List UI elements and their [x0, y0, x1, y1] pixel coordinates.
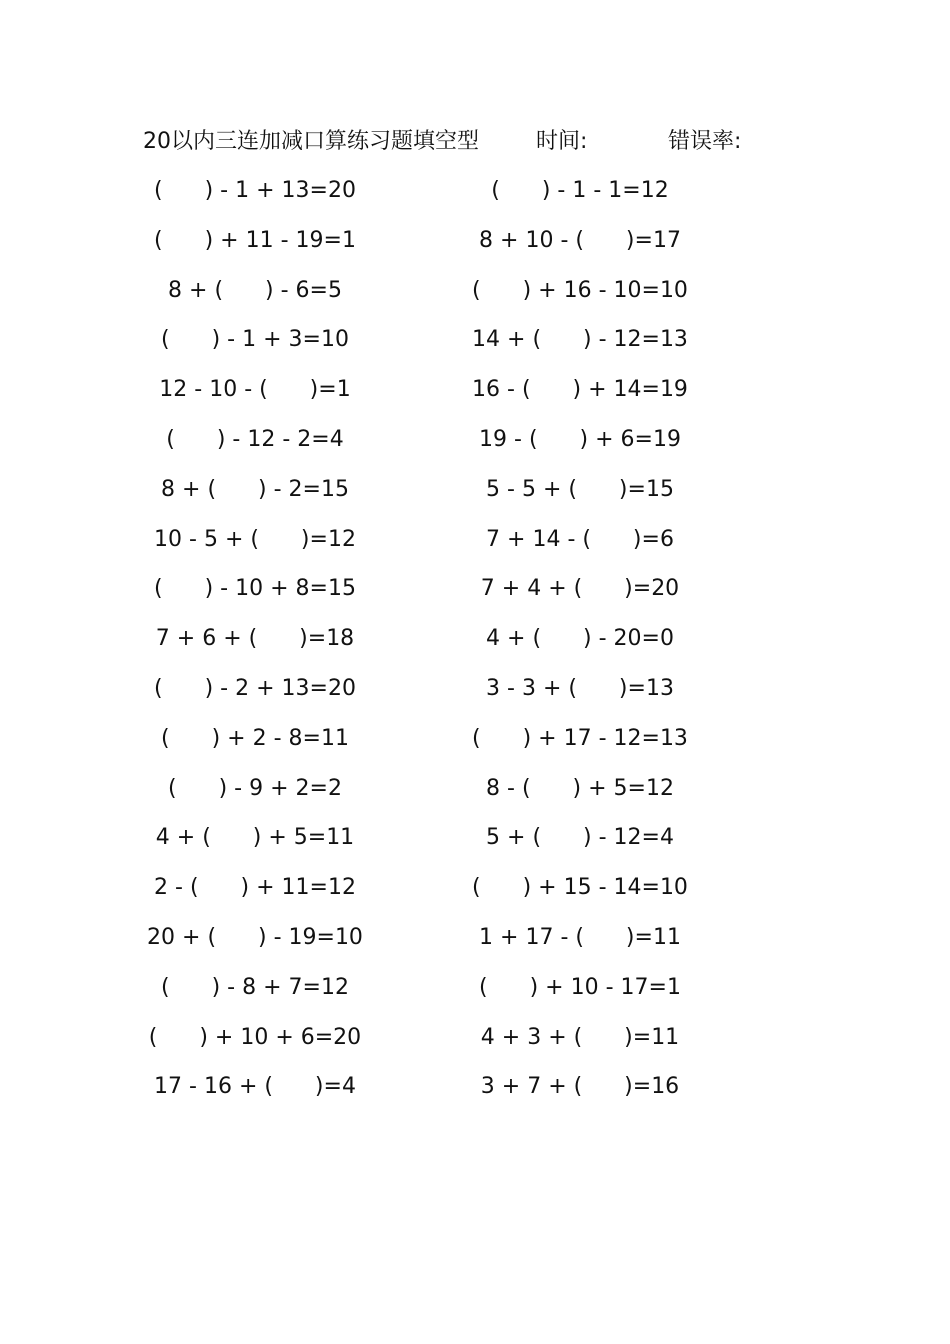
problem-row — [140, 963, 700, 1013]
problem-row — [140, 614, 700, 664]
problem-row — [140, 465, 700, 515]
problem-row — [140, 714, 700, 764]
problem-left: 17 - 16 + ( )=4 — [154, 1074, 356, 1100]
worksheet-header — [143, 124, 783, 160]
problem-left: ( ) - 10 + 8=15 — [154, 576, 356, 602]
problem-right: 7 + 4 + ( )=20 — [480, 576, 680, 602]
problem-row — [140, 315, 700, 365]
problem-right: 7 + 14 - ( )=6 — [486, 526, 674, 552]
problem-row — [140, 863, 700, 913]
problem-right: ( ) + 17 - 12=13 — [472, 725, 688, 751]
problem-left: 8 + ( ) - 6=5 — [168, 277, 342, 303]
problem-left: ( ) - 8 + 7=12 — [161, 974, 349, 1000]
problem-left: ( ) - 2 + 13=20 — [154, 675, 356, 701]
problem-right: ( ) + 10 - 17=1 — [479, 974, 681, 1000]
problem-row — [140, 1062, 700, 1112]
problem-row — [140, 216, 700, 266]
problem-left: 20 + ( ) - 19=10 — [147, 924, 363, 950]
problem-row — [140, 515, 700, 565]
problem-right: 3 - 3 + ( )=13 — [486, 675, 674, 701]
problem-grid — [140, 166, 700, 1112]
problem-row — [140, 913, 700, 963]
problem-left: ( ) - 12 - 2=4 — [166, 426, 344, 452]
problem-left: 12 - 10 - ( )=1 — [159, 377, 351, 403]
problem-left: 4 + ( ) + 5=11 — [155, 825, 355, 851]
problem-row — [140, 564, 700, 614]
problem-row — [140, 415, 700, 465]
problem-right: 16 - ( ) + 14=19 — [472, 377, 688, 403]
problem-row — [140, 664, 700, 714]
problem-right: 5 - 5 + ( )=15 — [486, 476, 674, 502]
problem-right: 3 + 7 + ( )=16 — [480, 1074, 680, 1100]
problem-left: ( ) - 1 + 13=20 — [154, 178, 356, 203]
time-label: 时间: — [536, 129, 588, 154]
problem-row — [140, 365, 700, 415]
problem-left: ( ) + 2 - 8=11 — [161, 725, 349, 751]
problem-right: 19 - ( ) + 6=19 — [479, 426, 681, 452]
problem-right: ( ) - 1 - 1=12 — [491, 178, 669, 203]
problem-right: 4 + 3 + ( )=11 — [480, 1024, 680, 1050]
problem-row — [140, 813, 700, 863]
problem-right: 8 + 10 - ( )=17 — [479, 227, 681, 253]
problem-row — [140, 166, 700, 216]
problem-right: 8 - ( ) + 5=12 — [486, 775, 674, 801]
problem-right: ( ) + 16 - 10=10 — [472, 277, 688, 303]
problem-right: ( ) + 15 - 14=10 — [472, 875, 688, 901]
problem-left: ( ) - 1 + 3=10 — [161, 327, 349, 353]
problem-right: 5 + ( ) - 12=4 — [486, 825, 674, 851]
problem-left: ( ) - 9 + 2=2 — [168, 775, 342, 801]
problem-left: 8 + ( ) - 2=15 — [161, 476, 349, 502]
problem-row — [140, 1013, 700, 1063]
problem-left: 7 + 6 + ( )=18 — [155, 626, 355, 652]
problem-right: 14 + ( ) - 12=13 — [472, 327, 688, 353]
problem-row — [140, 764, 700, 814]
problem-left: ( ) + 11 - 19=1 — [154, 227, 356, 253]
error-rate-label: 错误率: — [668, 129, 742, 154]
problem-row — [140, 266, 700, 316]
problem-left: 10 - 5 + ( )=12 — [154, 526, 356, 552]
problem-left: 2 - ( ) + 11=12 — [154, 875, 356, 901]
worksheet-title: 20以内三连加减口算练习题填空型 — [143, 129, 479, 154]
problem-right: 1 + 17 - ( )=11 — [479, 924, 681, 950]
problem-left: ( ) + 10 + 6=20 — [148, 1024, 362, 1050]
problem-right: 4 + ( ) - 20=0 — [486, 626, 674, 652]
